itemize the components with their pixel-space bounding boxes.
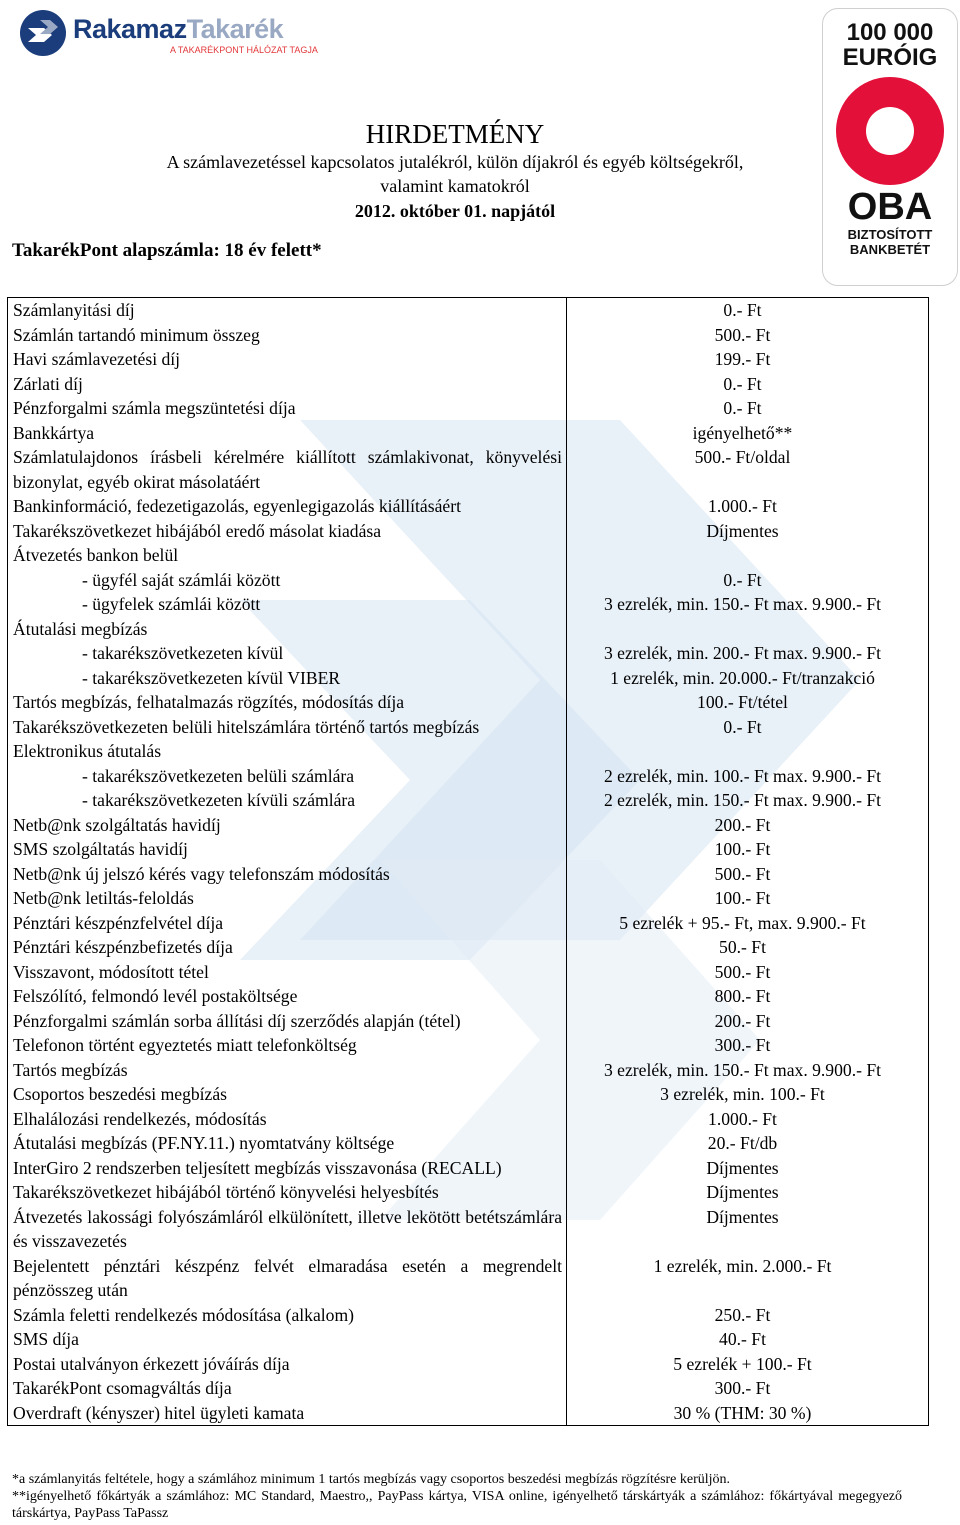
fee-label-cell	[8, 1352, 567, 1377]
fee-value-cell	[567, 372, 929, 397]
fee-value	[567, 543, 918, 568]
fee-value-cell	[567, 862, 929, 887]
fee-label-cell	[8, 886, 567, 911]
fee-label-cell	[8, 1180, 567, 1205]
fee-sublabel: - ügyfelek számlái között	[82, 594, 261, 614]
fee-row	[8, 519, 929, 544]
fee-row	[8, 421, 929, 446]
fee-row	[8, 1082, 929, 1107]
fee-value-cell	[567, 1303, 929, 1328]
fee-label-cell	[8, 347, 567, 372]
fee-label: Pénzforgalmi számlán sorba állítási díj szerződés alapján (tétel)	[13, 1010, 461, 1031]
fee-label-cell	[8, 862, 567, 887]
notice-header	[90, 118, 820, 224]
fee-label-cell	[8, 1376, 567, 1401]
fee-value-cell	[567, 886, 929, 911]
bank-logo-icon	[18, 8, 68, 58]
notice-subtitle-1: A számlavezetéssel kapcsolatos jutalékról, külön díjakról és egyéb költségekről,	[166, 152, 744, 172]
bank-name-part1: Rakamaz	[73, 14, 187, 44]
fee-value: 0.- Ft	[723, 716, 762, 737]
fee-row	[8, 862, 929, 887]
fee-row	[8, 690, 929, 715]
fee-label: Overdraft (kényszer) hitel ügyleti kamata	[13, 1402, 305, 1423]
fee-label-cell	[8, 935, 567, 960]
fee-label: Pénztári készpénzfelvétel díja	[13, 912, 224, 933]
oba-circle-icon	[836, 77, 944, 185]
fee-row	[8, 323, 929, 348]
fee-value: Díjmentes	[706, 1206, 779, 1227]
fee-row	[8, 960, 929, 985]
fee-value: 5 ezrelék + 95.- Ft, max. 9.900.- Ft	[619, 912, 866, 933]
fee-label: Számla feletti rendelkezés módosítása (alkalom)	[13, 1304, 354, 1325]
fee-value-cell	[567, 519, 929, 544]
fee-value-cell	[567, 1033, 929, 1058]
fee-label: Visszavont, módosított tétel	[13, 961, 209, 982]
fee-row	[8, 1254, 929, 1303]
fee-value-cell	[567, 543, 929, 617]
fee-row	[8, 1376, 929, 1401]
fee-label: Tartós megbízás	[13, 1059, 128, 1080]
fee-value: 30 % (THM: 30 %)	[673, 1402, 812, 1423]
fee-value-cell	[567, 690, 929, 715]
fee-row	[8, 617, 929, 691]
fee-value: 20.- Ft/db	[707, 1133, 778, 1153]
fee-row	[8, 1205, 929, 1254]
fee-sublabel: - takarékszövetkezeten kívül VIBER	[82, 667, 341, 688]
fee-value: 0.- Ft	[723, 300, 762, 320]
fee-row	[8, 1352, 929, 1377]
oba-badge	[822, 8, 958, 286]
fee-label: Takarékszövetkezet hibájából eredő másolat kiadása	[13, 520, 382, 541]
fee-row	[8, 1058, 929, 1083]
fee-label: Átvezetés lakossági folyószámláról elkülönített, illetve lekötött betétszámlára és visszavezetés	[13, 1206, 562, 1251]
fee-row	[8, 813, 929, 838]
fee-row	[8, 715, 929, 740]
bank-tagline: A TAKARÉKPONT HÁLÓZAT TAGJA	[170, 45, 318, 55]
fee-value-cell	[567, 1401, 929, 1426]
fee-label: Telefonon történt egyeztetés miatt telefonköltség	[13, 1035, 357, 1055]
fee-label-cell	[8, 1107, 567, 1132]
fee-value: 1.000.- Ft	[708, 496, 777, 516]
fee-label: Netb@nk letiltás-feloldás	[13, 888, 194, 908]
fee-label: Elektronikus átutalás	[13, 741, 162, 761]
notice-subtitle-2: valamint kamatokról	[380, 176, 530, 196]
fee-label-cell	[8, 984, 567, 1009]
footnotes	[12, 1471, 902, 1522]
fee-value: 250.- Ft	[714, 1304, 771, 1325]
fee-value-cell	[567, 837, 929, 862]
fee-row	[8, 298, 929, 323]
fee-label-cell	[8, 1205, 567, 1254]
fee-label-cell	[8, 960, 567, 985]
fee-label-cell	[8, 445, 567, 494]
fee-value: Díjmentes	[706, 520, 779, 541]
fee-row	[8, 372, 929, 397]
fee-label: Felszólító, felmondó levél postaköltsége	[13, 986, 298, 1006]
fee-label-cell	[8, 1401, 567, 1426]
fee-label-cell	[8, 715, 567, 740]
bank-logo	[18, 8, 318, 60]
fee-label: Számlanyitási díj	[13, 300, 135, 320]
fee-value	[567, 617, 918, 642]
bank-name	[73, 14, 283, 45]
fee-label: Elhalálozási rendelkezés, módosítás	[13, 1108, 267, 1129]
notice-title: HIRDETMÉNY	[365, 119, 545, 149]
fee-row	[8, 1303, 929, 1328]
fee-label-cell	[8, 519, 567, 544]
fee-value-cell	[567, 1376, 929, 1401]
fee-value: 100.- Ft	[714, 888, 771, 908]
fee-label: TakarékPont csomagváltás díja	[13, 1378, 232, 1398]
fee-label-cell	[8, 1254, 567, 1303]
fee-label: Bankinformáció, fedezetigazolás, egyenlegigazolás kiállításáért	[13, 496, 461, 516]
fee-value-cell	[567, 739, 929, 813]
fee-label-cell	[8, 1058, 567, 1083]
fee-label-cell	[8, 1082, 567, 1107]
fee-value: 200.- Ft	[714, 1010, 771, 1031]
fee-label: Pénztári készpénzbefizetés díja	[13, 937, 233, 957]
fee-value: 0.- Ft	[723, 373, 762, 394]
fee-row	[8, 886, 929, 911]
fee-value-cell	[567, 1082, 929, 1107]
fee-value: 500.- Ft/oldal	[694, 447, 791, 467]
fee-value-cell	[567, 1009, 929, 1034]
fee-label: InterGiro 2 rendszerben teljesített megbízás visszavonása (RECALL)	[13, 1157, 502, 1178]
fee-value: 3 ezrelék, min. 150.- Ft max. 9.900.- Ft	[603, 1059, 882, 1080]
oba-subtitle-2: BANKBETÉT	[849, 242, 931, 257]
footnote-1: *a számlanyitás feltétele, hogy a számlához minimum 1 tartós megbízás vagy csoportos beszedési megbízás rögzítésre kerüljön.	[12, 1472, 731, 1487]
fee-row	[8, 1180, 929, 1205]
fee-label-cell	[8, 298, 567, 323]
fee-sublabel: - ügyfél saját számlái között	[82, 569, 281, 590]
fee-value-cell	[567, 813, 929, 838]
fee-value-cell	[567, 960, 929, 985]
fee-value: Díjmentes	[706, 1157, 779, 1178]
fee-value-cell	[567, 911, 929, 936]
fee-label-cell	[8, 1156, 567, 1181]
fee-value-cell	[567, 984, 929, 1009]
fee-table	[7, 297, 929, 1426]
fee-label-cell	[8, 494, 567, 519]
fee-row	[8, 1009, 929, 1034]
fee-label: Netb@nk új jelszó kérés vagy telefonszám módosítás	[13, 863, 390, 884]
fee-label: Postai utalványon érkezett jóváírás díja	[13, 1353, 290, 1374]
fee-value	[567, 739, 918, 764]
fee-value-cell	[567, 1254, 929, 1303]
fee-label: Havi számlavezetési díj	[13, 349, 181, 369]
fee-value: 3 ezrelék, min. 100.- Ft	[660, 1084, 825, 1104]
oba-amount: 100 000	[846, 19, 934, 46]
fee-row	[8, 396, 929, 421]
fee-row	[8, 347, 929, 372]
fee-value: 1 ezrelék, min. 2.000.- Ft	[653, 1255, 832, 1276]
fee-label: Bankkártya	[13, 422, 95, 443]
fee-label-cell	[8, 911, 567, 936]
fee-label-cell	[8, 617, 567, 691]
fee-label: Átutalási megbízás	[13, 618, 148, 639]
fee-label: Takarékszövetkezeten belüli hitelszámlára történő tartós megbízás	[13, 716, 480, 737]
fee-label: Számlán tartandó minimum összeg	[13, 324, 260, 345]
fee-sublabel: - takarékszövetkezeten belüli számlára	[82, 765, 355, 786]
fee-row	[8, 911, 929, 936]
fee-row	[8, 1401, 929, 1426]
fee-label-cell	[8, 372, 567, 397]
fee-label: SMS szolgáltatás havidíj	[13, 839, 188, 859]
fee-value: 50.- Ft	[719, 937, 766, 957]
fee-value: 100.- Ft	[714, 839, 771, 859]
fee-value: igényelhető**	[692, 422, 793, 443]
fee-label: SMS díja	[13, 1329, 79, 1349]
fee-value: 500.- Ft	[714, 961, 771, 982]
fee-value: 2 ezrelék, min. 150.- Ft max. 9.900.- Ft	[603, 790, 882, 810]
fee-value-cell	[567, 445, 929, 494]
bank-name-part2: Takarék	[186, 14, 284, 44]
fee-value: 500.- Ft	[714, 863, 771, 884]
fee-row	[8, 984, 929, 1009]
fee-label-cell	[8, 421, 567, 446]
fee-value-cell	[567, 1058, 929, 1083]
fee-label: Pénzforgalmi számla megszüntetési díja	[13, 398, 296, 418]
fee-value: 3 ezrelék, min. 150.- Ft max. 9.900.- Ft	[603, 594, 882, 614]
fee-label-cell	[8, 323, 567, 348]
notice-effective-date: 2012. október 01. napjától	[354, 201, 556, 221]
fee-label: Bejelentett pénztári készpénz felvét elmaradása esetén a megrendelt pénzösszeg után	[13, 1255, 562, 1300]
fee-value-cell	[567, 715, 929, 740]
fee-row	[8, 1327, 929, 1352]
fee-value: 0.- Ft	[723, 569, 762, 590]
fee-label: Csoportos beszedési megbízás	[13, 1084, 228, 1104]
fee-row	[8, 445, 929, 494]
fee-sublabel: - takarékszövetkezeten kívül	[82, 643, 284, 663]
fee-value: 40.- Ft	[719, 1329, 766, 1349]
fee-value: 300.- Ft	[714, 1035, 771, 1055]
oba-unit: EURÓIG	[842, 44, 938, 71]
fee-label: Zárlati díj	[13, 373, 83, 394]
fee-sublabel: - takarékszövetkezeten kívüli számlára	[82, 790, 356, 810]
fee-value: Díjmentes	[706, 1182, 779, 1202]
fee-row	[8, 1107, 929, 1132]
fee-value: 300.- Ft	[714, 1378, 771, 1398]
fee-label: Átutalási megbízás (PF.NY.11.) nyomtatvány költsége	[13, 1133, 395, 1153]
fee-value: 3 ezrelék, min. 200.- Ft max. 9.900.- Ft	[603, 643, 882, 663]
fee-value-cell	[567, 935, 929, 960]
fee-value-cell	[567, 617, 929, 691]
fee-label: Számlatulajdonos írásbeli kérelmére kiállított számlakivonat, könyvelési bizonylat, egyéb okirat másolatáért	[13, 447, 562, 492]
oba-subtitle-1: BIZTOSÍTOTT	[847, 227, 933, 242]
footnote-2: **igényelhető főkártyák a számlához: MC Standard, Maestro,, PayPass kártya, VISA online, igényelhető társkártyák a számlához: főkártyával megegyező társkártya, PayPass TaPassz	[12, 1489, 902, 1521]
fee-value-cell	[567, 347, 929, 372]
fee-value-cell	[567, 298, 929, 323]
fee-value: 500.- Ft	[714, 324, 771, 345]
fee-label-cell	[8, 690, 567, 715]
fee-row	[8, 494, 929, 519]
fee-label-cell	[8, 1033, 567, 1058]
fee-row	[8, 837, 929, 862]
fee-value-cell	[567, 1352, 929, 1377]
fee-label: Átvezetés bankon belül	[13, 545, 179, 565]
fee-value-cell	[567, 1205, 929, 1254]
fee-value-cell	[567, 494, 929, 519]
fee-value: 100.- Ft/tétel	[697, 692, 788, 712]
fee-value: 1.000.- Ft	[708, 1108, 777, 1129]
account-title: TakarékPont alapszámla: 18 év felett*	[12, 240, 322, 261]
fee-row	[8, 543, 929, 617]
fee-row	[8, 1033, 929, 1058]
fee-label-cell	[8, 1009, 567, 1034]
fee-value: 200.- Ft	[714, 814, 771, 835]
fee-value: 800.- Ft	[714, 986, 771, 1006]
oba-name: OBA	[847, 186, 933, 228]
fee-value-cell	[567, 1131, 929, 1156]
fee-label-cell	[8, 813, 567, 838]
fee-value-cell	[567, 1156, 929, 1181]
fee-row	[8, 739, 929, 813]
fee-row	[8, 1156, 929, 1181]
fee-label: Takarékszövetkezet hibájából történő könyvelési helyesbítés	[13, 1182, 439, 1202]
fee-label: Netb@nk szolgáltatás havidíj	[13, 814, 221, 835]
fee-label-cell	[8, 543, 567, 617]
fee-label-cell	[8, 837, 567, 862]
fee-label-cell	[8, 396, 567, 421]
fee-label-cell	[8, 1131, 567, 1156]
fee-value: 0.- Ft	[723, 398, 762, 418]
fee-value-cell	[567, 1180, 929, 1205]
fee-value-cell	[567, 323, 929, 348]
fee-row	[8, 935, 929, 960]
fee-label-cell	[8, 1327, 567, 1352]
fee-value-cell	[567, 421, 929, 446]
fee-value: 2 ezrelék, min. 100.- Ft max. 9.900.- Ft	[603, 765, 882, 786]
fee-row	[8, 1131, 929, 1156]
fee-label-cell	[8, 1303, 567, 1328]
fee-label: Tartós megbízás, felhatalmazás rögzítés, módosítás díja	[13, 692, 405, 712]
fee-label-cell	[8, 739, 567, 813]
fee-value-cell	[567, 1107, 929, 1132]
fee-value: 199.- Ft	[714, 349, 771, 369]
fee-value-cell	[567, 1327, 929, 1352]
fee-value: 1 ezrelék, min. 20.000.- Ft/tranzakció	[610, 667, 875, 688]
fee-value: 5 ezrelék + 100.- Ft	[673, 1353, 812, 1374]
fee-value-cell	[567, 396, 929, 421]
